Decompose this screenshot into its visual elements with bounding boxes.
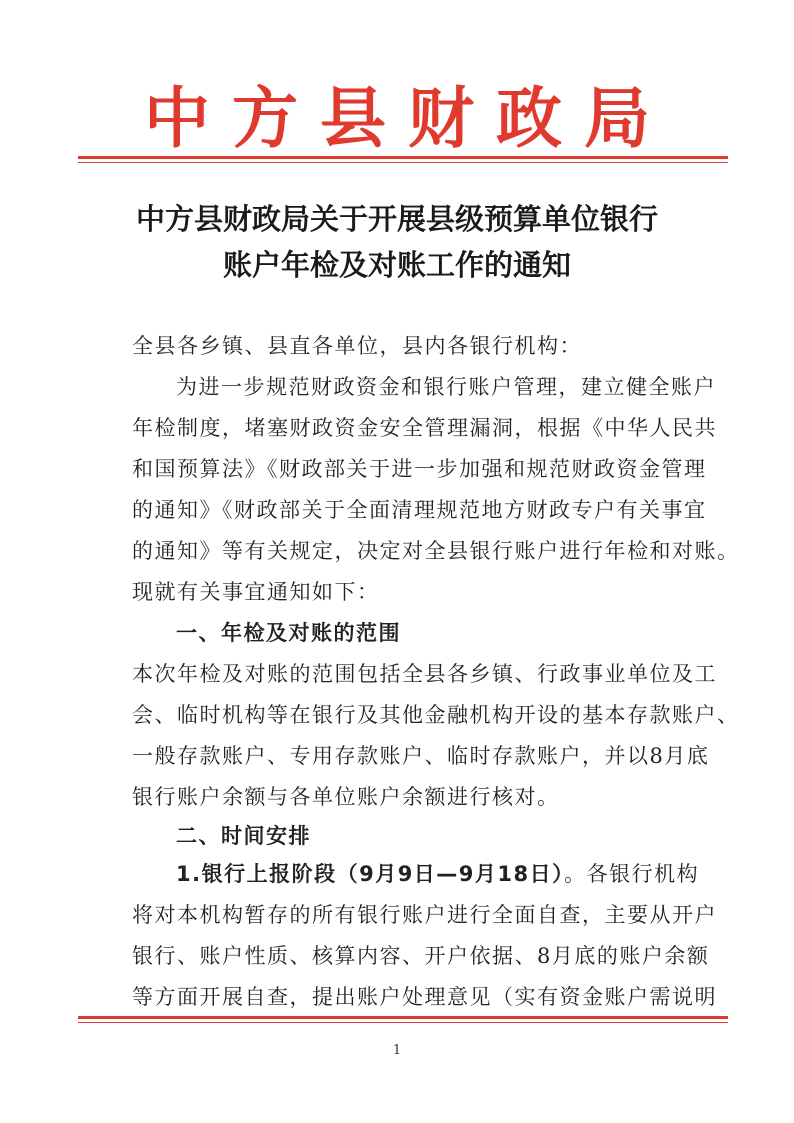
body-line: 等方面开展自查，提出账户处理意见（实有资金账户需说明	[132, 985, 717, 1009]
footer-rule-thick	[78, 1016, 728, 1019]
document-title-line-2: 账户年检及对账工作的通知	[222, 248, 571, 282]
body-line: 的通知》《财政部关于全面清理规范地方财政专户有关事宜	[132, 498, 707, 522]
letterhead-rule-thick	[78, 156, 728, 159]
body-line: 将对本机构暂存的所有银行账户进行全面自查，主要从开户	[132, 903, 717, 927]
body-line: 银行账户余额与各单位账户余额进行核对。	[132, 785, 560, 809]
body-line: 会、临时机构等在银行及其他金融机构开设的基本存款账户、	[132, 703, 740, 727]
subsection-heading: 1.银行上报阶段（9月9日—9月18日）	[176, 862, 565, 886]
document-title-line-1: 中方县财政局关于开展县级预算单位银行	[135, 202, 658, 236]
letterhead-rule-thin	[78, 162, 728, 163]
body-line: 银行、账户性质、核算内容、开户依据、8月底的账户余额	[132, 944, 710, 968]
document-title	[0, 196, 794, 288]
body-line: 为进一步规范财政资金和银行账户管理，建立健全账户	[176, 375, 716, 399]
body-line: 的通知》等有关规定，决定对全县银行账户进行年检和对账。	[132, 539, 740, 563]
body-line: 本次年检及对账的范围包括全县各乡镇、行政事业单位及工	[132, 662, 717, 686]
salutation: 全县各乡镇、县直各单位，县内各银行机构：	[132, 334, 582, 358]
page-number: 1	[392, 1043, 402, 1058]
letterhead-title: 中方县财政局	[144, 79, 672, 157]
footer-rule-thin	[78, 1022, 728, 1023]
body-line: 现就有关事宜通知如下：	[132, 580, 380, 604]
body-line: 年检制度，堵塞财政资金安全管理漏洞，根据《中华人民共	[132, 416, 717, 440]
subsection-line	[176, 860, 699, 888]
subsection-text: 。各银行机构	[564, 862, 700, 886]
body-line: 和国预算法》《财政部关于进一步加强和规范财政资金管理	[132, 457, 707, 481]
body-line: 一般存款账户、专用存款账户、临时存款账户，并以8月底	[132, 744, 710, 768]
section-heading-2: 二、时间安排	[176, 824, 311, 848]
section-heading-1: 一、年检及对账的范围	[176, 621, 401, 645]
